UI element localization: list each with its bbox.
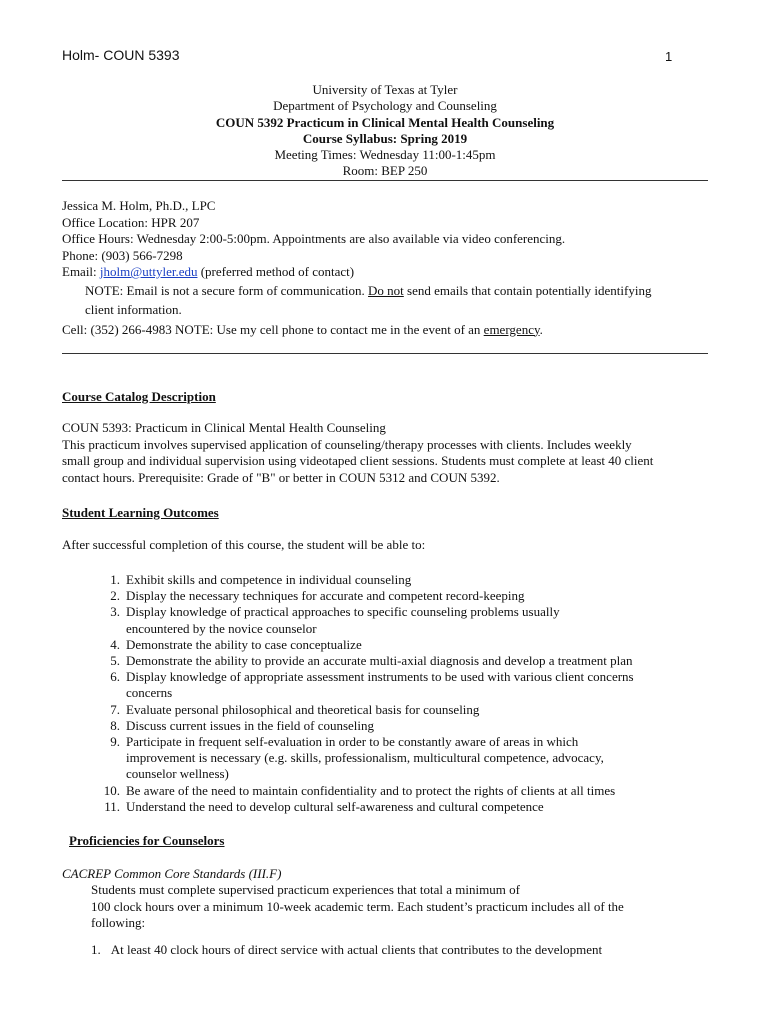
department-name: Department of Psychology and Counseling xyxy=(273,98,497,114)
outcome-item xyxy=(62,669,712,701)
instructor-name: Jessica M. Holm, Ph.D., LPC xyxy=(62,198,216,213)
requirement-item: 1. At least 40 clock hours of direct service with actual clients that contributes to the development xyxy=(91,942,603,957)
outcomes-list xyxy=(62,572,712,815)
outcome-number: 10. xyxy=(103,782,120,798)
outcome-item xyxy=(62,604,712,636)
contact-divider xyxy=(62,353,708,354)
outcome-text: concerns xyxy=(126,685,173,701)
catalog-line: contact hours. Prerequisite: Grade of "B" or better in COUN 5312 and COUN 5392. xyxy=(62,469,500,485)
outcome-item xyxy=(62,799,712,815)
syllabus-term: Course Syllabus: Spring 2019 xyxy=(302,130,468,146)
outcome-item xyxy=(62,653,712,669)
office-hours: Office Hours: Wednesday 2:00-5:00pm. Appointments are also available via video conferencing. xyxy=(62,231,566,246)
outcome-text: Participate in frequent self-evaluation in order to be constantly aware of areas in which xyxy=(126,734,579,750)
catalog-heading: Course Catalog Description xyxy=(62,389,216,404)
email-row xyxy=(62,264,651,281)
email-label: Email: xyxy=(62,264,100,279)
outcome-number: 8. xyxy=(110,717,120,733)
email-link[interactable]: jholm@uttyler.edu xyxy=(99,264,198,279)
outcome-text: improvement is necessary (e.g. skills, professionalism, multicultural competence, advocacy, xyxy=(126,750,604,766)
outcome-text: Discuss current issues in the field of counseling xyxy=(126,717,375,733)
outcome-text: Evaluate personal philosophical and theoretical basis for counseling xyxy=(126,701,480,717)
page-number: 1 xyxy=(665,49,673,64)
catalog-line: COUN 5393: Practicum in Clinical Mental Health Counseling xyxy=(62,420,386,435)
outcome-number: 9. xyxy=(110,734,120,750)
outcome-number: 7. xyxy=(110,701,120,717)
outcome-text: Demonstrate the ability to case conceptualize xyxy=(126,636,362,652)
email-warning-line1: NOTE: Email is not a secure form of communication. Do not send emails that contain potentially identifying xyxy=(85,282,652,298)
phone: Phone: (903) 566-7298 xyxy=(62,247,183,263)
outcome-text: Display knowledge of practical approaches to specific counseling problems usually xyxy=(126,604,560,620)
email-warning-line2: client information. xyxy=(85,302,182,317)
outcome-number: 6. xyxy=(110,669,120,685)
email-note: (preferred method of contact) xyxy=(197,264,355,279)
do-not-emphasis: Do not xyxy=(368,282,404,298)
outcome-text: Display the necessary techniques for accurate and competent record-keeping xyxy=(126,588,525,604)
outcome-text: encountered by the novice counselor xyxy=(126,620,317,636)
outcome-item xyxy=(62,702,712,718)
outcome-number: 3. xyxy=(110,604,120,620)
university-name: University of Texas at Tyler xyxy=(312,82,458,97)
cacrep-standards: CACREP Common Core Standards (III.F) xyxy=(62,866,282,881)
outcome-text: Understand the need to develop cultural self-awareness and cultural competence xyxy=(126,798,544,814)
outcomes-intro: After successful completion of this course, the student will be able to: xyxy=(62,537,426,552)
room: Room: BEP 250 xyxy=(342,163,428,179)
catalog-description xyxy=(62,420,712,486)
title-divider xyxy=(62,180,708,181)
outcome-number: 5. xyxy=(110,653,120,669)
course-title: COUN 5392 Practicum in Clinical Mental Health Counseling xyxy=(215,114,555,130)
outcome-item xyxy=(62,734,712,783)
cell-row: Cell: (352) 266-4983 NOTE: Use my cell phone to contact me in the event of an emergency. xyxy=(62,321,543,337)
outcome-text: counselor wellness) xyxy=(126,766,229,782)
outcomes-heading: Student Learning Outcomes xyxy=(62,505,219,520)
outcome-number: 2. xyxy=(110,588,120,604)
outcome-item xyxy=(62,718,712,734)
title-block xyxy=(62,82,708,180)
instructor-contact xyxy=(62,198,651,338)
outcome-item xyxy=(62,637,712,653)
emergency-emphasis: emergency xyxy=(483,321,540,337)
meeting-times: Meeting Times: Wednesday 11:00-1:45pm xyxy=(274,147,496,163)
office-location: Office Location: HPR 207 xyxy=(62,214,200,230)
outcome-text: Be aware of the need to maintain confidentiality and to protect the rights of clients at all times xyxy=(126,782,616,798)
catalog-line: This practicum involves supervised application of counseling/therapy processes with clients. Includes weekly xyxy=(62,436,632,452)
outcome-number: 4. xyxy=(110,636,120,652)
outcome-item xyxy=(62,783,712,799)
outcome-number: 11. xyxy=(104,798,120,814)
outcome-item xyxy=(62,572,712,588)
practicum-requirements: Students must complete supervised practicum experiences that total a minimum of 100 clock hours over a minimum 10-week academic term. Each student’s practicum includes all of the following: xyxy=(91,882,624,930)
outcome-item xyxy=(62,588,712,604)
catalog-line: small group and individual supervision using videotaped client sessions. Students must complete at least 40 client xyxy=(62,453,654,468)
running-title: Holm- COUN 5393 xyxy=(62,47,180,63)
proficiencies-heading: Proficiencies for Counselors xyxy=(69,833,225,848)
outcome-text: Demonstrate the ability to provide an accurate multi-axial diagnosis and develop a treatment plan xyxy=(126,653,633,669)
outcome-number: 1. xyxy=(110,572,120,587)
outcome-text: Exhibit skills and competence in individual counseling xyxy=(126,572,412,587)
outcome-text: Display knowledge of appropriate assessment instruments to be used with various client concerns xyxy=(126,669,634,685)
